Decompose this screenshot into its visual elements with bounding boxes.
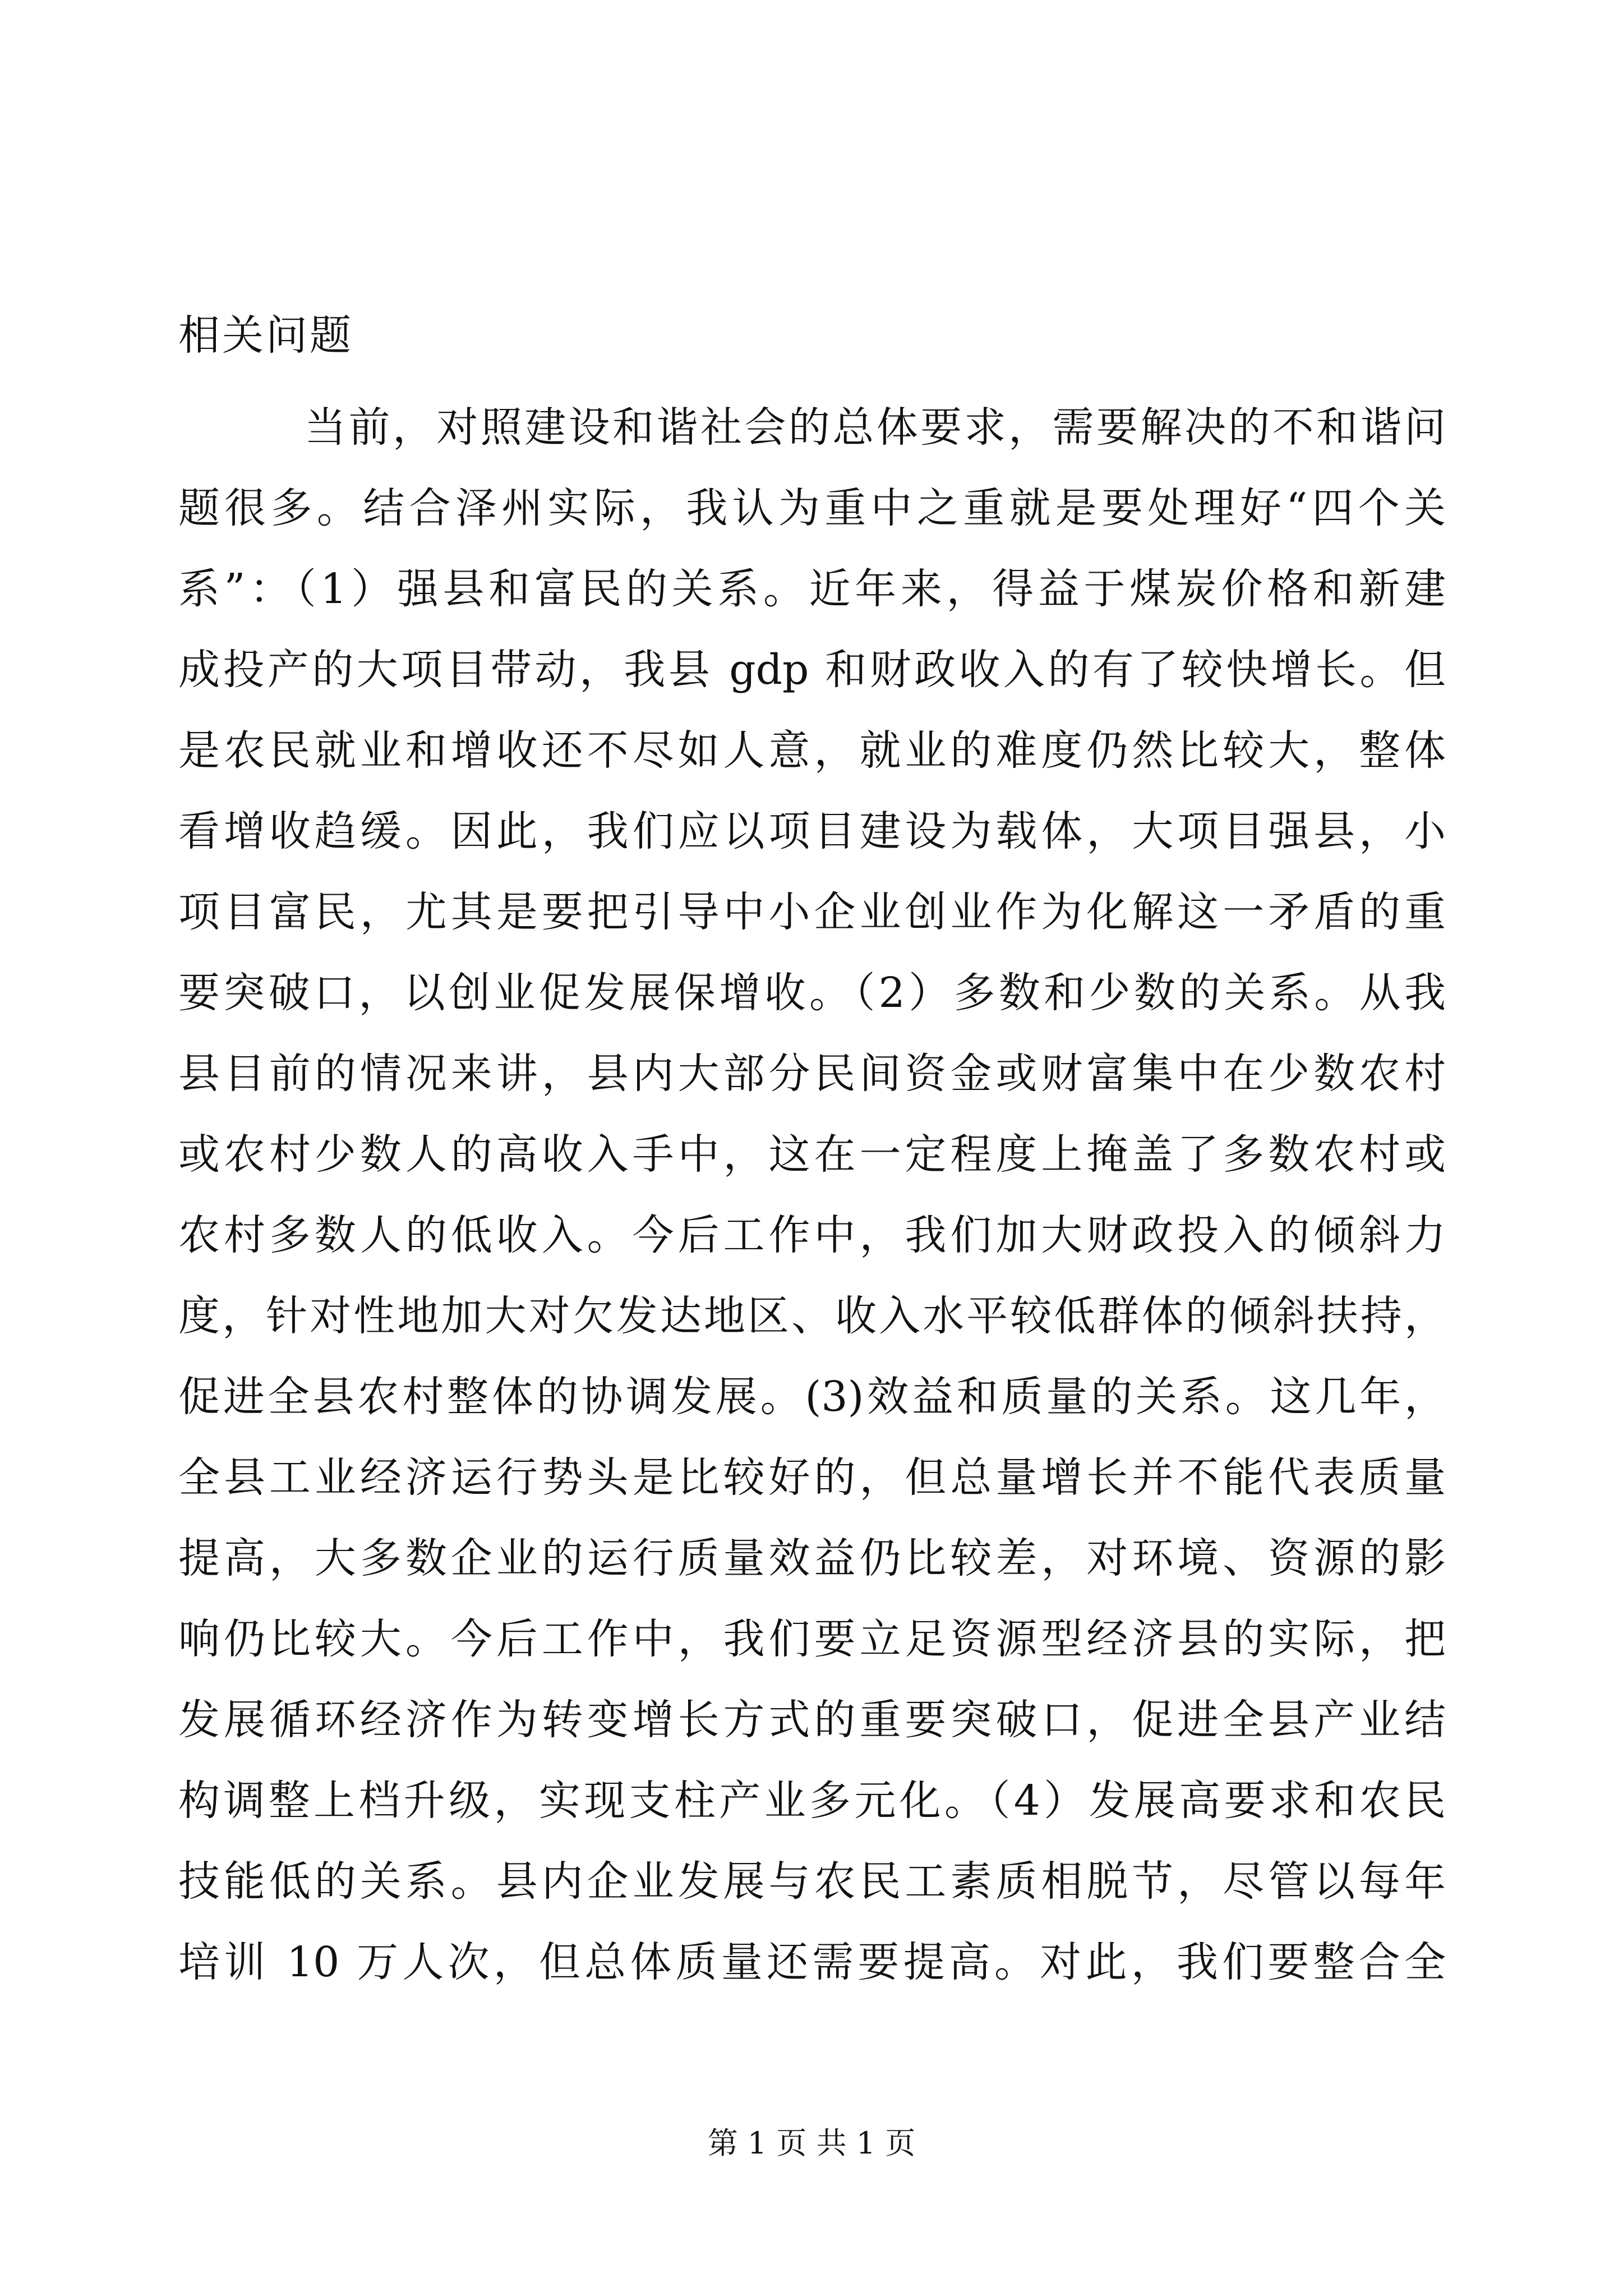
text-line: 响仍比较大。今后工作中，我们要立足资源型经济县的实际，把 bbox=[178, 1615, 1446, 1663]
text-line: 当前，对照建设和谐社会的总体要求，需要解决的不和谐问 bbox=[305, 403, 1446, 452]
page-footer: 第 1 页 共 1 页 bbox=[707, 2125, 916, 2161]
text-line: 题很多。结合泽州实际，我认为重中之重就是要处理好“四个关 bbox=[178, 484, 1446, 532]
text-line: 全县工业经济运行势头是比较好的，但总量增长并不能代表质量 bbox=[178, 1453, 1446, 1502]
text-line: 度，针对性地加大对欠发达地区、收入水平较低群体的倾斜扶持， bbox=[178, 1292, 1446, 1340]
text-line: 成投产的大项目带动，我县 gdp 和财政收入的有了较快增长。但 bbox=[178, 646, 1446, 694]
text-line: 技能低的关系。县内企业发展与农民工素质相脱节，尽管以每年 bbox=[178, 1857, 1446, 1906]
text-line: 农村多数人的低收入。今后工作中，我们加大财政投入的倾斜力 bbox=[178, 1211, 1446, 1259]
text-line: 系”：（1）强县和富民的关系。近年来，得益于煤炭价格和新建 bbox=[178, 565, 1446, 613]
text-line: 要突破口，以创业促发展保增收。（2）多数和少数的关系。从我 bbox=[178, 969, 1446, 1017]
text-line: 构调整上档升级，实现支柱产业多元化。（4）发展高要求和农民 bbox=[178, 1777, 1446, 1825]
section-heading: 相关问题 bbox=[178, 311, 353, 360]
text-line: 县目前的情况来讲，县内大部分民间资金或财富集中在少数农村 bbox=[178, 1050, 1446, 1098]
text-line: 培训 10 万人次，但总体质量还需要提高。对此，我们要整合全 bbox=[178, 1938, 1446, 1986]
body-text bbox=[178, 387, 1446, 2003]
text-line: 看增收趋缓。因此，我们应以项目建设为载体，大项目强县，小 bbox=[178, 807, 1446, 855]
text-line: 发展循环经济作为转变增长方式的重要突破口，促进全县产业结 bbox=[178, 1696, 1446, 1744]
text-line: 提高，大多数企业的运行质量效益仍比较差，对环境、资源的影 bbox=[178, 1534, 1446, 1582]
text-line: 项目富民，尤其是要把引导中小企业创业作为化解这一矛盾的重 bbox=[178, 888, 1446, 936]
text-line: 促进全县农村整体的协调发展。(3)效益和质量的关系。这几年， bbox=[178, 1373, 1446, 1421]
text-line: 或农村少数人的高收入手中，这在一定程度上掩盖了多数农村或 bbox=[178, 1130, 1446, 1179]
text-line: 是农民就业和增收还不尽如人意，就业的难度仍然比较大，整体 bbox=[178, 726, 1446, 775]
